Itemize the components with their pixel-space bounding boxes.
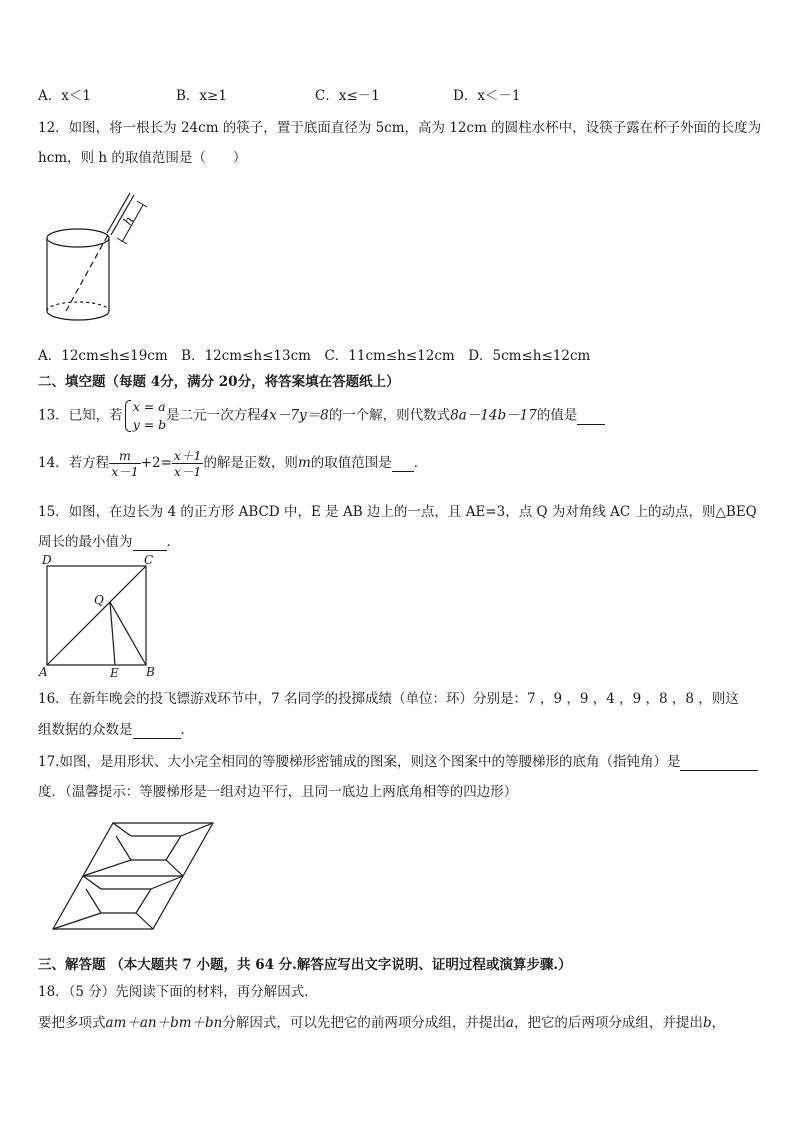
q17-answer-blank bbox=[680, 754, 758, 771]
q13-suffix: 的一个解，则代数式 bbox=[328, 407, 451, 424]
h-label: h bbox=[120, 213, 137, 228]
upper-link-2 bbox=[181, 823, 213, 836]
q14-line bbox=[38, 448, 427, 479]
chopstick-outside-a bbox=[107, 193, 130, 233]
q18-line-2 bbox=[38, 1011, 725, 1031]
section-3-title: 三、解答题 （本大题共 7 小题，共 64 分.解答应写出文字说明、证明过程或演算步骤.） bbox=[38, 957, 572, 973]
q15-line-1: 15．如图，在边长为 4 的正方形 ABCD 中，E 是 AB 边上的一点，且 AE=3，点 Q 为对角线 AC 上的动点，则△BEQ bbox=[38, 504, 757, 520]
q18-end: ， bbox=[711, 1015, 726, 1031]
q17-line-1-text: 17.如图，是用形状、大小完全相同的等腰梯形密铺成的图案，则这个图案中的等腰梯形的底角（指钝角）是 bbox=[38, 754, 681, 770]
q15-answer-blank bbox=[133, 534, 167, 551]
q13-expression: 8a－14b－17 bbox=[450, 407, 537, 424]
label-q: Q bbox=[94, 593, 104, 607]
label-d: D bbox=[42, 553, 52, 567]
cup-bottom-front bbox=[47, 311, 109, 320]
q11-option-a: A．x＜1 bbox=[38, 88, 91, 104]
label-b: B bbox=[146, 665, 155, 679]
cup-top-rim bbox=[47, 229, 109, 247]
q14-answer-blank bbox=[392, 455, 414, 472]
q18-mid: 分解因式，可以先把它的前两项分成组，并提出 bbox=[222, 1015, 506, 1031]
q14-end: ． bbox=[413, 455, 428, 471]
q14-fraction-2 bbox=[172, 448, 204, 479]
q18-line-1: 18．（5 分）先阅读下面的材料，再分解因式． bbox=[38, 984, 318, 1000]
q16-end: ． bbox=[180, 722, 194, 738]
cup-bottom-back bbox=[47, 302, 109, 311]
lower-link-1 bbox=[83, 876, 101, 889]
q12-line-1: 12．如图，将一根长为 24cm 的筷子，置于底面直径为 5cm，高为 12cm 的圆柱水杯中，设筷子露在杯子外面的长度为 bbox=[38, 120, 762, 136]
lower-hexagon bbox=[86, 889, 151, 913]
q16-answer-blank bbox=[133, 722, 181, 739]
segment-qe bbox=[110, 602, 115, 665]
upper-link-1 bbox=[113, 823, 131, 836]
q13-middle: 是二元一次方程 bbox=[166, 407, 261, 424]
section-2-title: 二、填空题（每题 4分，满分 20分，将答案填在答题纸上） bbox=[38, 374, 400, 390]
q18-var-a: a bbox=[505, 1015, 514, 1031]
q14-plus: +2= bbox=[140, 455, 172, 471]
q12-line-2: hcm，则 h 的取值范围是（ ） bbox=[38, 150, 247, 166]
square-abcd-figure bbox=[36, 552, 166, 682]
q15-end: ． bbox=[166, 534, 180, 550]
q18-mid-2: ，把它的后两项分成组，并提出 bbox=[513, 1015, 703, 1031]
segment-qb bbox=[110, 602, 146, 665]
q18-var-b: b bbox=[702, 1015, 712, 1031]
q13-equation-system bbox=[123, 398, 166, 434]
q16-line-2 bbox=[38, 718, 194, 739]
label-c: C bbox=[144, 553, 154, 567]
label-e: E bbox=[110, 666, 119, 680]
label-a: A bbox=[39, 665, 48, 679]
diagonal-ac bbox=[47, 566, 146, 665]
q14-frac2-denominator: x－1 bbox=[173, 464, 202, 479]
q13-tail: 的值是 bbox=[536, 407, 578, 424]
h-tick-bottom bbox=[117, 238, 127, 244]
q14-frac2-numerator: x＋1 bbox=[173, 448, 202, 463]
upper-hexagon bbox=[116, 836, 181, 860]
q13-line bbox=[38, 398, 605, 434]
q11-option-c: C．x≤－1 bbox=[315, 88, 380, 104]
q14-frac1-denominator: x－1 bbox=[111, 464, 139, 479]
q12-options: A．12cm≤h≤19cm B．12cm≤h≤13cm C．11cm≤h≤12cm D．5cm≤h≤12cm bbox=[38, 348, 591, 364]
q14-frac1-numerator: m bbox=[109, 448, 141, 464]
q18-polynomial: am＋an＋bm＋bn bbox=[105, 1015, 223, 1031]
q11-option-b: B．x≥1 bbox=[176, 88, 227, 104]
q13-equation: 4x－7y＝8 bbox=[260, 407, 329, 424]
q17-line-2: 度．（温馨提示：等腰梯形是一组对边平行，且同一底边上两底角相等的四边形） bbox=[38, 784, 518, 800]
upper-link-3 bbox=[166, 860, 183, 876]
q14-prefix: 14．若方程 bbox=[38, 455, 110, 471]
q16-line-1: 16．在新年晚会的投飞镖游戏环节中，7 名同学的投掷成绩（单位：环）分别是：7 ，9 ，9 ，4 ，9 ，8 ，8 ，则这 bbox=[38, 691, 739, 707]
lower-link-3 bbox=[136, 913, 153, 929]
q17-line-1 bbox=[38, 750, 758, 771]
trapezoid-tiling-figure bbox=[50, 820, 216, 932]
q13-answer-blank bbox=[577, 408, 605, 425]
q14-tail: 的取值范围是 bbox=[310, 455, 392, 471]
q13-prefix: 13．已知，若 bbox=[38, 407, 123, 424]
q14-var: m bbox=[297, 455, 311, 471]
q13-eq-1: x = a bbox=[132, 399, 166, 414]
q16-line-2-text: 组数据的众数是 bbox=[38, 722, 133, 738]
q13-eq-2: y = b bbox=[132, 417, 167, 432]
chopstick-outside-b bbox=[111, 195, 137, 235]
q14-suffix: 的解是正数，则 bbox=[203, 455, 298, 471]
q11-option-d: D．x＜－1 bbox=[453, 88, 521, 104]
q18-prefix: 要把多项式 bbox=[38, 1015, 106, 1031]
chopstick-inside bbox=[66, 233, 109, 311]
cylinder-cup-figure bbox=[40, 188, 160, 328]
q15-line-2-text: 周长的最小值为 bbox=[38, 534, 133, 550]
lower-link-2 bbox=[151, 876, 183, 889]
q14-fraction-1 bbox=[109, 448, 141, 479]
q15-line-2 bbox=[38, 530, 180, 551]
